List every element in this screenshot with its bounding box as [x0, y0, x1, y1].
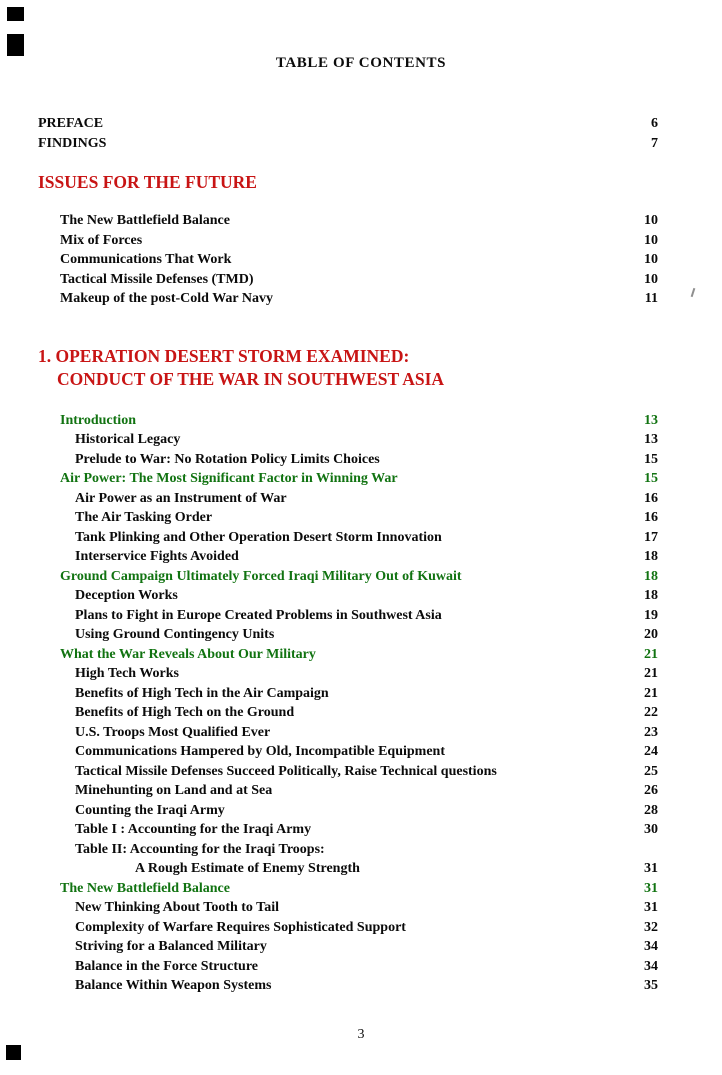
toc-entry-page: 24: [644, 744, 658, 759]
toc-row: [38, 508, 658, 528]
toc-entry-page: 30: [644, 822, 658, 837]
toc-entry-page: 23: [644, 724, 658, 740]
toc-section: [38, 114, 658, 153]
toc-row: [38, 450, 658, 470]
toc-row: [38, 469, 658, 489]
toc-row: [38, 231, 658, 251]
toc-section: [38, 345, 658, 996]
scan-artifact-top-2: [7, 34, 24, 56]
toc-entry-page: 34: [644, 958, 658, 974]
toc-row: [38, 976, 658, 996]
part-heading: [38, 345, 658, 391]
toc-entry-label: The New Battlefield Balance: [60, 213, 230, 228]
toc-row: [38, 957, 658, 977]
toc-entry-label: New Thinking About Tooth to Tail: [75, 900, 280, 915]
toc-row: [38, 859, 658, 879]
toc-entry-label: Mix of Forces: [60, 232, 143, 248]
scan-artifact-top-1: [7, 7, 24, 21]
toc-entry-page: 20: [644, 627, 658, 642]
toc-entry-label: High Tech Works: [75, 666, 180, 681]
toc-entry-label: Communications Hampered by Old, Incompatible Equipment: [75, 744, 446, 759]
toc-entry-label: Ground Campaign Ultimately Forced Iraqi Military Out of Kuwait: [60, 568, 462, 584]
toc-row: [38, 703, 658, 723]
toc-entry-label: Balance Within Weapon Systems: [75, 978, 272, 993]
footer-page-number: 3: [357, 1027, 365, 1042]
toc-entry-page: 10: [644, 252, 658, 267]
toc-row: [38, 781, 658, 801]
toc-row: [38, 606, 658, 626]
toc-entry-label: Plans to Fight in Europe Created Problems in Southwest Asia: [75, 607, 442, 623]
scan-artifact-tick: [691, 288, 696, 297]
part-heading: [38, 171, 658, 194]
toc-entry-label: Historical Legacy: [75, 432, 181, 447]
toc-entry-label: Benefits of High Tech on the Ground: [75, 705, 295, 720]
part-heading-line: ISSUES FOR THE FUTURE: [38, 172, 257, 192]
toc-entry-page: 35: [644, 978, 658, 993]
part-heading-line: 1. OPERATION DESERT STORM EXAMINED:: [38, 345, 410, 366]
toc-section: [38, 171, 658, 309]
toc-entry-page: 15: [644, 471, 658, 486]
toc-row: [38, 879, 658, 899]
toc-entry-label: Tactical Missile Defenses (TMD): [60, 271, 254, 287]
toc-row: [38, 898, 658, 918]
toc-entry-label: The Air Tasking Order: [75, 510, 213, 525]
toc-entry-page: 6: [651, 116, 658, 131]
toc-entry-label: Benefits of High Tech in the Air Campaign: [75, 685, 329, 701]
toc-entry-page: 16: [644, 510, 658, 525]
toc-entry-page: 15: [644, 451, 658, 467]
toc-entry-page: 10: [644, 271, 658, 287]
toc-entry-label: Using Ground Contingency Units: [75, 627, 275, 642]
toc-row: [38, 645, 658, 665]
toc-entry-label: FINDINGS: [38, 135, 107, 151]
toc-entry-page: 21: [644, 685, 658, 701]
toc-entry-page: 18: [644, 549, 658, 564]
toc-row: [38, 625, 658, 645]
toc-entry-label: Striving for a Balanced Military: [75, 939, 267, 954]
toc-entry-page: 13: [644, 412, 658, 428]
toc-entry-page: 32: [644, 919, 658, 935]
toc-row: [38, 489, 658, 509]
toc-row: [38, 547, 658, 567]
toc-entry-label: Prelude to War: No Rotation Policy Limits Choices: [75, 451, 380, 467]
toc-entry-page: 22: [644, 705, 658, 720]
toc-entry-label: Tank Plinking and Other Operation Desert Storm Innovation: [75, 529, 442, 545]
toc-entry-label: The New Battlefield Balance: [60, 880, 230, 896]
toc-row: [38, 250, 658, 270]
toc-entry-page: 31: [644, 861, 658, 876]
toc-entry-page: 18: [644, 588, 658, 603]
toc-entry-page: 10: [644, 213, 658, 228]
toc-row: [38, 840, 658, 860]
toc-entry-label: What the War Reveals About Our Military: [60, 646, 316, 662]
toc-row: [38, 586, 658, 606]
toc-entry-label: Air Power as an Instrument of War: [75, 490, 287, 506]
toc-entry-page: 18: [644, 568, 658, 584]
toc-entry-page: 25: [644, 763, 658, 779]
toc-entry-page: 7: [651, 135, 658, 151]
toc-row: [38, 684, 658, 704]
toc-row: [38, 723, 658, 743]
toc-entry-page: 21: [644, 646, 658, 662]
toc-entry-page: 28: [644, 802, 658, 818]
toc-entry-label: Balance in the Force Structure: [75, 958, 259, 974]
toc-entry-page: 13: [644, 432, 658, 447]
toc-entry-label: Minehunting on Land and at Sea: [75, 783, 273, 798]
toc-row: [38, 134, 658, 154]
toc-entry-label: Counting the Iraqi Army: [75, 802, 225, 818]
toc-entry-label: U.S. Troops Most Qualified Ever: [75, 724, 271, 740]
toc-list: [38, 114, 658, 996]
toc-row: [38, 762, 658, 782]
toc-entry-label: Table II: Accounting for the Iraqi Troops:: [75, 841, 325, 857]
toc-row: [38, 567, 658, 587]
part-heading-line: CONDUCT OF THE WAR IN SOUTHWEST ASIA: [57, 368, 445, 389]
toc-entry-label: A Rough Estimate of Enemy Strength: [135, 861, 360, 876]
toc-entry-page: 19: [644, 607, 658, 623]
toc-entry-page: 31: [644, 880, 658, 896]
toc-entry-label: PREFACE: [38, 116, 104, 131]
toc-row: [38, 664, 658, 684]
toc-row: [38, 114, 658, 134]
toc-entry-page: 26: [644, 783, 658, 798]
toc-row: [38, 820, 658, 840]
toc-entry-page: 34: [644, 939, 658, 954]
toc-row: [38, 528, 658, 548]
toc-entry-label: Makeup of the post-Cold War Navy: [60, 291, 274, 306]
toc-row: [38, 289, 658, 309]
toc-row: [38, 937, 658, 957]
toc-entry-page: 21: [644, 666, 658, 681]
page-title: TABLE OF CONTENTS: [275, 55, 447, 71]
toc-entry-label: Deception Works: [75, 588, 178, 603]
toc-entry-page: 31: [644, 900, 658, 915]
toc-row: [38, 211, 658, 231]
toc-row: [38, 801, 658, 821]
toc-entry-label: Interservice Fights Avoided: [75, 549, 239, 564]
toc-entry-label: Tactical Missile Defenses Succeed Politically, Raise Technical questions: [75, 763, 497, 779]
toc-entry-label: Complexity of Warfare Requires Sophisticated Support: [75, 919, 406, 935]
toc-row: [38, 411, 658, 431]
toc-row: [38, 270, 658, 290]
toc-entry-page: 17: [644, 529, 658, 545]
toc-row: [38, 918, 658, 938]
toc-entry-page: 16: [644, 490, 658, 506]
toc-row: [38, 742, 658, 762]
toc-entry-page: 11: [644, 291, 658, 306]
toc-entry-label: Air Power: The Most Significant Factor in Winning War: [60, 471, 398, 486]
toc-entry-label: Table I : Accounting for the Iraqi Army: [75, 822, 312, 837]
toc-entry-page: 10: [644, 232, 658, 248]
scan-artifact-bottom: [6, 1045, 21, 1060]
toc-entry-label: Communications That Work: [60, 252, 232, 267]
toc-row: [38, 430, 658, 450]
toc-entry-label: Introduction: [60, 412, 136, 428]
